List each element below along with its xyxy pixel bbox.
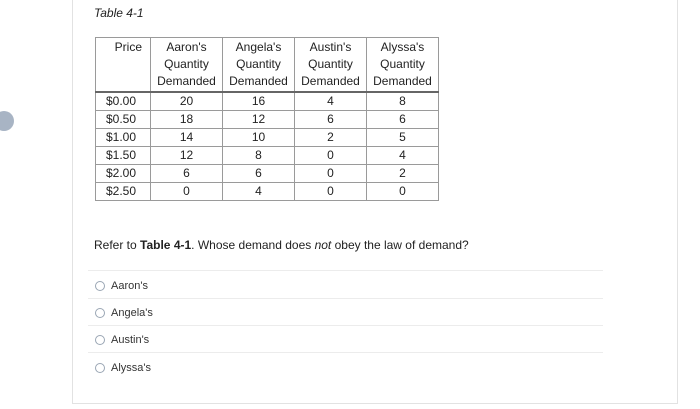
question-status-icon (0, 111, 14, 131)
cell-austin: 4 (295, 92, 367, 111)
radio-icon[interactable] (95, 281, 105, 291)
cell-aaron: 0 (151, 183, 223, 201)
divider (88, 298, 603, 299)
option-alyssa[interactable] (95, 362, 151, 374)
radio-icon[interactable] (95, 363, 105, 373)
option-label: Angela's (111, 307, 153, 319)
cell-aaron: 6 (151, 165, 223, 183)
cell-price: $2.50 (96, 183, 151, 201)
table-row (96, 147, 439, 165)
table-caption: Table 4-1 (94, 6, 144, 20)
option-aaron[interactable] (95, 280, 148, 292)
cell-alyssa: 2 (367, 165, 439, 183)
question-suffix: obey the law of demand? (331, 238, 469, 252)
cell-austin: 0 (295, 147, 367, 165)
cell-price: $1.00 (96, 129, 151, 147)
cell-price: $1.50 (96, 147, 151, 165)
radio-icon[interactable] (95, 308, 105, 318)
option-austin[interactable] (95, 334, 149, 346)
table-header-row (96, 38, 439, 93)
option-label: Alyssa's (111, 362, 151, 374)
question-prefix: Refer to (94, 238, 141, 252)
cell-alyssa: 8 (367, 92, 439, 111)
cell-price: $0.00 (96, 92, 151, 111)
left-margin (0, 0, 70, 409)
cell-angela: 10 (223, 129, 295, 147)
header-price: Price (96, 38, 151, 93)
option-label: Aaron's (111, 280, 148, 292)
question-middle: . Whose demand does (191, 238, 315, 252)
cell-angela: 4 (223, 183, 295, 201)
cell-austin: 0 (295, 183, 367, 201)
cell-alyssa: 4 (367, 147, 439, 165)
header-alyssa: Alyssa's Quantity Demanded (367, 38, 439, 93)
option-angela[interactable] (95, 307, 153, 319)
cell-alyssa: 0 (367, 183, 439, 201)
cell-austin: 6 (295, 111, 367, 129)
question-table-ref: Table 4-1 (140, 238, 192, 252)
table-row (96, 92, 439, 111)
divider (88, 270, 603, 271)
cell-angela: 12 (223, 111, 295, 129)
divider (88, 352, 603, 353)
cell-angela: 6 (223, 165, 295, 183)
question-emphasis: not (314, 238, 332, 252)
cell-price: $2.00 (96, 165, 151, 183)
cell-austin: 0 (295, 165, 367, 183)
cell-angela: 16 (223, 92, 295, 111)
cell-alyssa: 5 (367, 129, 439, 147)
divider (88, 325, 603, 326)
table-row (96, 165, 439, 183)
header-austin: Austin's Quantity Demanded (295, 38, 367, 93)
cell-aaron: 18 (151, 111, 223, 129)
header-angela: Angela's Quantity Demanded (223, 38, 295, 93)
table-row (96, 129, 439, 147)
cell-angela: 8 (223, 147, 295, 165)
cell-austin: 2 (295, 129, 367, 147)
header-aaron: Aaron's Quantity Demanded (151, 38, 223, 93)
cell-aaron: 14 (151, 129, 223, 147)
option-label: Austin's (111, 334, 150, 346)
question-text (94, 238, 469, 252)
cell-aaron: 20 (151, 92, 223, 111)
cell-alyssa: 6 (367, 111, 439, 129)
demand-table (95, 37, 439, 201)
table-row (96, 183, 439, 201)
cell-aaron: 12 (151, 147, 223, 165)
radio-icon[interactable] (95, 335, 105, 345)
cell-price: $0.50 (96, 111, 151, 129)
table-row (96, 111, 439, 129)
